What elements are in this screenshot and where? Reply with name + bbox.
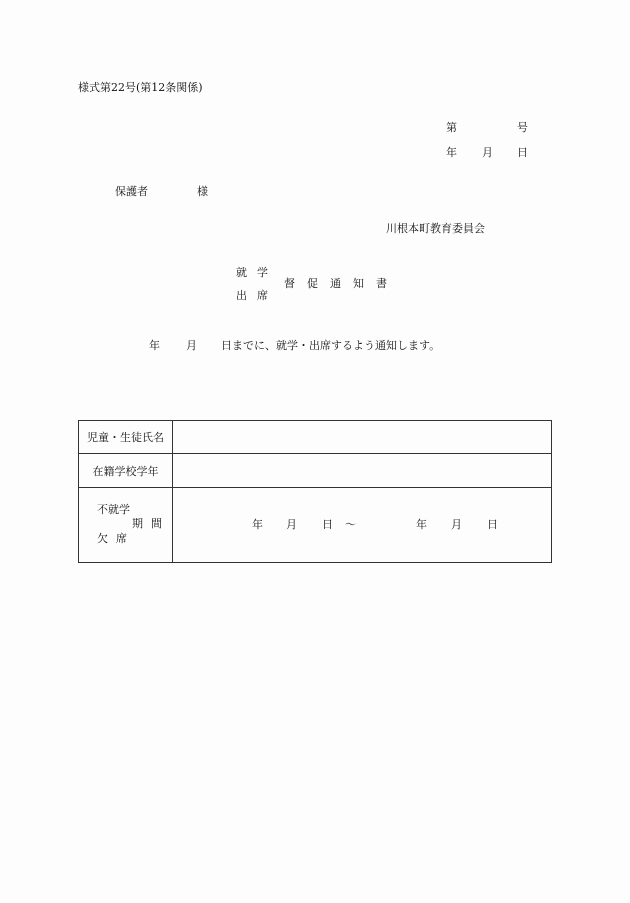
period-range-separator: 〜 [345,518,356,532]
absence-period-label [79,488,172,561]
absence-label-absence: 欠席 [97,532,135,546]
document-number-prefix: 第 [446,121,457,134]
student-info-table [78,420,552,563]
date-day-label: 日 [517,146,528,159]
absence-period-label-cell [79,487,173,562]
deadline-month-label: 月 [186,339,197,352]
absence-label-period: 期間 [132,517,170,531]
absence-label-non-enrollment: 不就学 [97,503,130,517]
period-end-year: 年 [416,518,427,532]
guardian-label: 保護者 [115,185,148,198]
table-row-absence-period [79,487,552,562]
period-end-month: 月 [451,518,462,532]
table-row-student-name [79,421,552,454]
title-option-attendance: 出席 [236,289,278,302]
absence-period-range [173,488,551,561]
absence-period-value-cell [173,487,552,562]
document-number-suffix: 号 [517,121,528,134]
guardian-honorific: 様 [197,185,208,198]
deadline-year-label: 年 [149,339,160,352]
table-row-school-grade [79,454,552,487]
school-grade-value [173,454,552,487]
period-start-year: 年 [252,518,263,532]
document-title: 督促通知書 [284,277,399,290]
form-number-label: 様式第22号(第12条関係) [78,81,203,94]
student-name-label: 児童・生徒氏名 [79,421,173,454]
issuer-name: 川根本町教育委員会 [386,222,485,235]
period-start-day: 日 [322,518,333,532]
student-name-value [173,421,552,454]
title-option-enrollment: 就学 [236,266,278,279]
date-month-label: 月 [482,146,493,159]
period-end-day: 日 [487,518,498,532]
school-grade-label: 在籍学校学年 [79,454,173,487]
date-year-label: 年 [446,146,457,159]
period-start-month: 月 [286,518,297,532]
notice-sentence: 日までに、就学・出席するよう通知します。 [221,339,441,352]
